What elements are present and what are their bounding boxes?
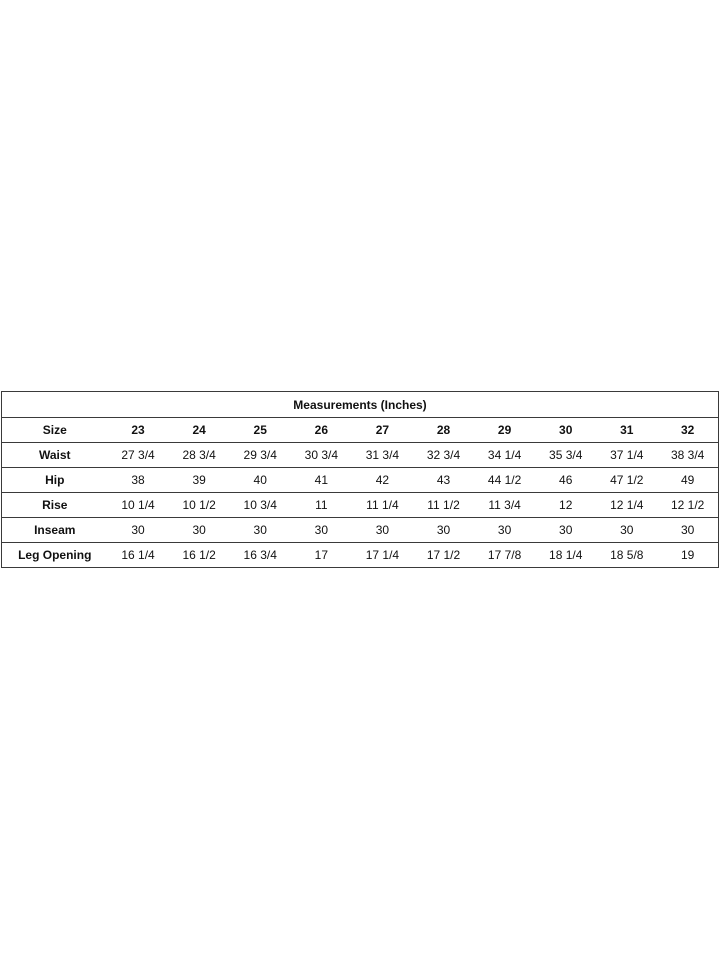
table-cell: 30 (596, 518, 657, 543)
table-cell: 38 (108, 468, 169, 493)
table-cell: 17 1/4 (352, 543, 413, 568)
table-row-hip (2, 468, 719, 493)
table-cell: 30 (413, 518, 474, 543)
table-caption: Measurements (Inches) (2, 392, 719, 418)
row-label: Waist (2, 443, 108, 468)
table-cell: 30 3/4 (291, 443, 352, 468)
table-cell: 30 (474, 518, 535, 543)
table-cell: 30 (535, 518, 596, 543)
table-cell: 49 (657, 468, 718, 493)
table-cell: 42 (352, 468, 413, 493)
size-header-cell: 24 (169, 418, 230, 443)
table-row-inseam (2, 518, 719, 543)
table-cell: 16 1/2 (169, 543, 230, 568)
table-cell: 16 1/4 (108, 543, 169, 568)
table-cell: 17 7/8 (474, 543, 535, 568)
size-header-cell: 28 (413, 418, 474, 443)
table-cell: 35 3/4 (535, 443, 596, 468)
table-cell: 12 1/4 (596, 493, 657, 518)
table-cell: 27 3/4 (108, 443, 169, 468)
table-row-leg-opening (2, 543, 719, 568)
size-header-label: Size (2, 418, 108, 443)
row-label: Hip (2, 468, 108, 493)
table-cell: 11 3/4 (474, 493, 535, 518)
size-header-row (2, 418, 719, 443)
size-header-cell: 32 (657, 418, 718, 443)
table-cell: 30 (657, 518, 718, 543)
table-cell: 30 (169, 518, 230, 543)
table-cell: 47 1/2 (596, 468, 657, 493)
table-cell: 10 1/4 (108, 493, 169, 518)
size-header-cell: 26 (291, 418, 352, 443)
size-header-cell: 27 (352, 418, 413, 443)
size-header-cell: 29 (474, 418, 535, 443)
table-cell: 29 3/4 (230, 443, 291, 468)
size-header-cell: 31 (596, 418, 657, 443)
measurements-table (1, 391, 719, 568)
table-cell: 10 3/4 (230, 493, 291, 518)
table-cell: 41 (291, 468, 352, 493)
table-cell: 31 3/4 (352, 443, 413, 468)
table-cell: 30 (352, 518, 413, 543)
table-cell: 39 (169, 468, 230, 493)
table-cell: 17 (291, 543, 352, 568)
table-cell: 12 1/2 (657, 493, 718, 518)
table-cell: 11 1/4 (352, 493, 413, 518)
table-cell: 40 (230, 468, 291, 493)
table-cell: 32 3/4 (413, 443, 474, 468)
table-cell: 19 (657, 543, 718, 568)
table-cell: 30 (230, 518, 291, 543)
size-header-cell: 25 (230, 418, 291, 443)
table-cell: 18 5/8 (596, 543, 657, 568)
table-cell: 18 1/4 (535, 543, 596, 568)
table-cell: 28 3/4 (169, 443, 230, 468)
table-cell: 30 (291, 518, 352, 543)
size-header-cell: 30 (535, 418, 596, 443)
table-cell: 11 1/2 (413, 493, 474, 518)
row-label: Rise (2, 493, 108, 518)
row-label: Inseam (2, 518, 108, 543)
table-cell: 16 3/4 (230, 543, 291, 568)
table-cell: 34 1/4 (474, 443, 535, 468)
table-cell: 11 (291, 493, 352, 518)
table-row-rise (2, 493, 719, 518)
table-row-waist (2, 443, 719, 468)
table-cell: 38 3/4 (657, 443, 718, 468)
table-cell: 43 (413, 468, 474, 493)
table-cell: 30 (108, 518, 169, 543)
size-header-cell: 23 (108, 418, 169, 443)
table-cell: 46 (535, 468, 596, 493)
table-cell: 44 1/2 (474, 468, 535, 493)
table-cell: 17 1/2 (413, 543, 474, 568)
table-cell: 37 1/4 (596, 443, 657, 468)
caption-row (2, 392, 719, 418)
row-label: Leg Opening (2, 543, 108, 568)
table-cell: 10 1/2 (169, 493, 230, 518)
table-cell: 12 (535, 493, 596, 518)
